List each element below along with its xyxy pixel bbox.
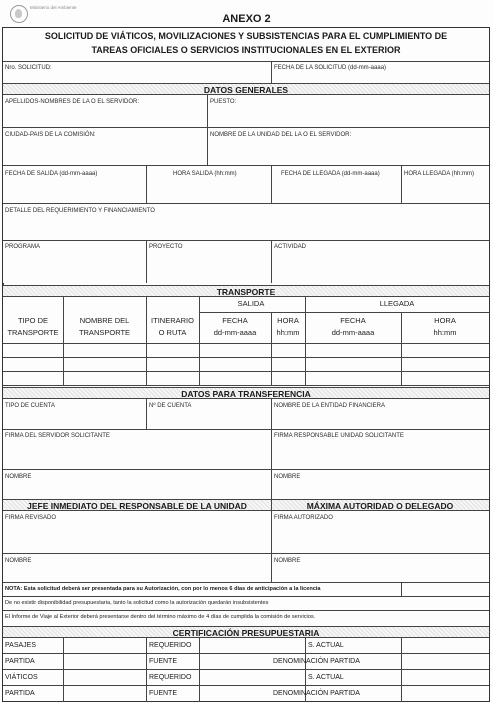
- arrival-header: LLEGADA: [379, 299, 415, 308]
- authorized-name-field[interactable]: NOMBRE: [274, 558, 301, 564]
- highest-authority-header: MÁXIMA AUTORIDAD O DELEGADO: [306, 501, 454, 511]
- cert-pasajes-denomination[interactable]: DENOMINACIÓN PARTIDA: [273, 658, 360, 665]
- requirement-detail-field[interactable]: DETALLE DEL REQUERIMIENTO Y FINANCIAMIENTO: [5, 208, 155, 214]
- arrival-time-field[interactable]: HORA LLEGADA (hh:mm): [404, 171, 475, 177]
- cert-viaticos-denomination[interactable]: DENOMINACIÓN PARTIDA: [273, 690, 360, 697]
- section-transporte: TRANSPORTE: [3, 285, 489, 297]
- annex-title: ANEXO 2: [222, 13, 271, 25]
- transport-type-header-2: TRANSPORTE: [7, 328, 59, 337]
- cert-viaticos-source[interactable]: FUENTE: [149, 690, 177, 697]
- unit-head-signature-name[interactable]: NOMBRE: [274, 474, 301, 480]
- account-number-field[interactable]: Nº DE CUENTA: [149, 403, 192, 409]
- arrival-date-format: dd-mm-aaaa: [331, 328, 375, 337]
- departure-date-format: dd-mm-aaaa: [213, 328, 257, 337]
- arrival-time-format: hh:mm: [433, 328, 457, 337]
- account-type-field[interactable]: TIPO DE CUENTA: [5, 403, 55, 409]
- employee-signature-field[interactable]: FIRMA DEL SERVIDOR SOLICITANTE: [5, 433, 110, 439]
- section-certificacion: CERTIFICACIÓN PRESUPUESTARIA: [3, 626, 489, 638]
- request-date-field[interactable]: FECHA DE LA SOLICITUD (dd-mm-aaaa): [274, 65, 387, 71]
- section-transferencia: DATOS PARA TRANSFERENCIA: [3, 387, 489, 399]
- itinerary-header-2: O RUTA: [158, 328, 187, 337]
- note-budget: De no existir disponibilidad presupuestaria, tanto la solicitud como la autorización quedarán insubsistentes: [5, 600, 269, 606]
- reviewed-name-field[interactable]: NOMBRE: [5, 558, 32, 564]
- arrival-date-field[interactable]: FECHA DE LLEGADA (dd-mm-aaaa): [281, 171, 380, 177]
- form-title-line-2: TAREAS OFICIALES O SERVICIOS INSTITUCIONALES EN EL EXTERIOR: [91, 45, 401, 55]
- cert-viaticos-partida: PARTIDA: [5, 690, 35, 697]
- departure-date-header: FECHA: [222, 316, 248, 325]
- logo-text: Ministerio del Ambiente: [30, 5, 77, 10]
- departure-time-format: hh:mm: [276, 328, 300, 337]
- departure-date-field[interactable]: FECHA DE SALIDA (dd-mm-aaaa): [5, 171, 98, 177]
- arrival-date-header: FECHA: [340, 316, 366, 325]
- activity-field[interactable]: ACTIVIDAD: [274, 244, 307, 250]
- transport-type-header-1: TIPO DE: [17, 316, 48, 325]
- departure-time-header: HORA: [277, 316, 299, 325]
- bank-name-field[interactable]: NOMBRE DE LA ENTIDAD FINANCIERA: [274, 403, 386, 409]
- itinerary-header-1: ITINERARIO: [151, 316, 194, 325]
- reviewed-signature-field[interactable]: FIRMA REVISADO: [5, 515, 57, 521]
- note-anticipation: NOTA: Esta solicitud deberá ser presentada para su Autorización, con por lo menos 6 días de anticipación a la licencia: [5, 586, 321, 592]
- request-form: [2, 27, 490, 702]
- unit-head-signature-field[interactable]: FIRMA RESPONSABLE UNIDAD SOLICITANTE: [274, 433, 404, 439]
- cert-viaticos-label: VIÁTICOS: [5, 674, 38, 681]
- cert-pasajes-balance[interactable]: S. ACTUAL: [308, 642, 344, 649]
- departure-header: SALIDA: [237, 299, 265, 308]
- transport-name-header-2: TRANSPORTE: [78, 328, 131, 337]
- cert-pasajes-label: PASAJES: [5, 642, 36, 649]
- cert-pasajes-required[interactable]: REQUERIDO: [149, 642, 192, 649]
- departure-time-field[interactable]: HORA SALIDA (hh:mm): [173, 171, 237, 177]
- position-field[interactable]: PUESTO:: [210, 99, 237, 105]
- section-datos-generales: DATOS GENERALES: [3, 83, 489, 95]
- cert-pasajes-source[interactable]: FUENTE: [149, 658, 177, 665]
- arrival-time-header: HORA: [434, 316, 456, 325]
- request-number-field[interactable]: Nro. SOLICITUD:: [5, 65, 52, 71]
- cert-pasajes-partida: PARTIDA: [5, 658, 35, 665]
- cert-viaticos-required[interactable]: REQUERIDO: [149, 674, 192, 681]
- authorized-signature-field[interactable]: FIRMA AUTORIZADO: [274, 515, 333, 521]
- program-field[interactable]: PROGRAMA: [5, 244, 41, 250]
- city-country-field[interactable]: CIUDAD-PAIS DE LA COMISIÓN:: [5, 132, 96, 138]
- immediate-boss-header: JEFE INMEDIATO DEL RESPONSABLE DE LA UNIDAD: [27, 501, 247, 511]
- employee-name-field[interactable]: APELLIDOS-NOMBRES DE LA O EL SERVIDOR:: [5, 99, 140, 105]
- employee-signature-name[interactable]: NOMBRE: [5, 474, 32, 480]
- note-report: El Informe de Viaje al Exterior deberá presentarse dentro del término máximo de 4 días de cumplida la comisión de servicios.: [5, 614, 316, 620]
- cert-viaticos-balance[interactable]: S. ACTUAL: [308, 674, 344, 681]
- project-field[interactable]: PROYECTO: [149, 244, 183, 250]
- section-autorizaciones: [3, 499, 489, 511]
- transport-name-header-1: NOMBRE DEL: [79, 316, 130, 325]
- unit-name-field[interactable]: NOMBRE DE LA UNIDAD DEL LA O EL SERVIDOR:: [210, 132, 352, 138]
- form-title-line-1: SOLICITUD DE VIÁTICOS, MOVILIZACIONES Y SUBSISTENCIAS PARA EL CUMPLIMIENTO DE: [44, 31, 448, 41]
